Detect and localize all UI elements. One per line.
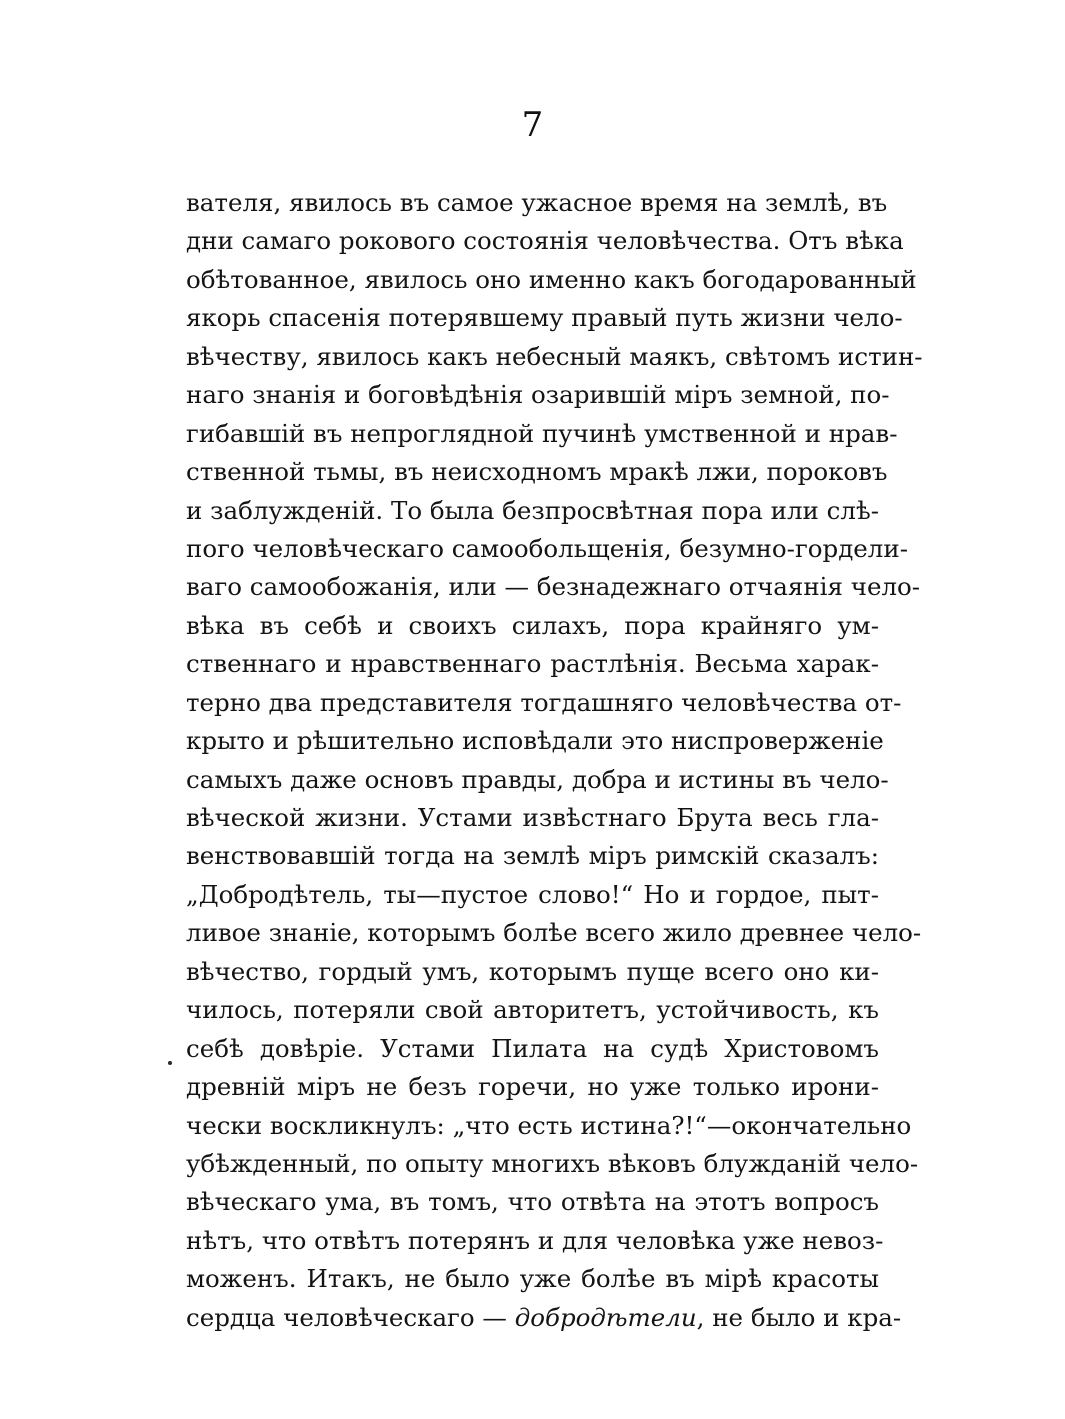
text-line: вѣческаго ума, въ томъ, что отвѣта на этотъ вопросъ [186,1187,879,1217]
text-line: ваго самообожанія, или — безнадежнаго отчаянія чело- [186,572,921,602]
text-line: гибавшій въ непроглядной пучинѣ умственной и нрав- [186,418,898,448]
text-line: чилось, потеряли свой авторитетъ, устойчивость, къ [186,995,879,1025]
text-line: ливое знаніе, которымъ болѣе всего жило древнее чело- [186,918,922,948]
text-line: вателя, явилось въ самое ужасное время на землѣ, въ [186,188,888,217]
italic-word: добродѣтели [514,1302,697,1332]
text-line: вѣчество, гордый умъ, которымъ пуще всего оно ки- [186,956,879,986]
text-line: крыто и рѣшительно исповѣдали это ниспроверженіе [186,726,884,756]
text-line: якорь спасенія потерявшему правый путь жизни чело- [186,303,903,333]
text-line: ственной тьмы, въ неисходномъ мракѣ лжи, пороковъ [186,457,888,487]
text-line: вѣческой жизни. Устами извѣстнаго Брута весь гла- [186,803,879,832]
text-line: „Добродѣтель, ты—пустое слово!“ Но и гордое, пыт- [186,879,879,909]
text-line: чески воскликнулъ: „что есть истина?!“—окончательно [186,1110,912,1140]
text-line: наго знанія и боговѣдѣнія озарившій міръ земной, по- [186,380,890,410]
text-line: дни самаго рокового состоянія человѣчества. Отъ вѣка [186,226,904,256]
last-line-start: сердца человѣческаго — [186,1302,515,1332]
text-line-last [186,1299,902,1337]
text-line: убѣжденный, по опыту многихъ вѣковъ блужданій чело- [186,1148,919,1178]
text-line: венствовавшій тогда на землѣ міръ римскій сказалъ: [186,841,879,871]
text-line: самыхъ даже основъ правды, добра и истины въ чело- [186,764,889,794]
text-line: вѣка въ себѣ и своихъ силахъ, пора крайняго ум- [186,610,879,640]
text-line: и заблужденій. То была безпросвѣтная пора или слѣ- [186,495,879,525]
body-text [186,184,923,1337]
text-line: пого человѣческаго самообольщенія, безумно-гордели- [186,533,908,563]
text-line: обѣтованное, явилось оно именно какъ богодарованный [186,264,917,294]
text-line: ственнаго и нравственнаго растлѣнія. Весьма харак- [186,649,879,679]
last-line-end: , не было и кра- [696,1302,902,1332]
text-line: себѣ довѣріе. Устами Пилата на судѣ Христовомъ [186,1033,879,1063]
page-number: 7 [521,105,544,145]
text-line: моженъ. Итакъ, не было уже болѣе въ мірѣ красоты [186,1264,879,1294]
text-line: древній міръ не безъ горечи, но уже только ирони- [186,1072,879,1102]
text-line: вѣчеству, явилось какъ небесный маякъ, свѣтомъ истин- [186,341,923,371]
ink-speck [168,1061,172,1065]
text-line: нѣтъ, что отвѣтъ потерянъ и для человѣка уже невоз- [186,1225,884,1255]
text-line: терно два представителя тогдашняго человѣчества от- [186,687,902,717]
